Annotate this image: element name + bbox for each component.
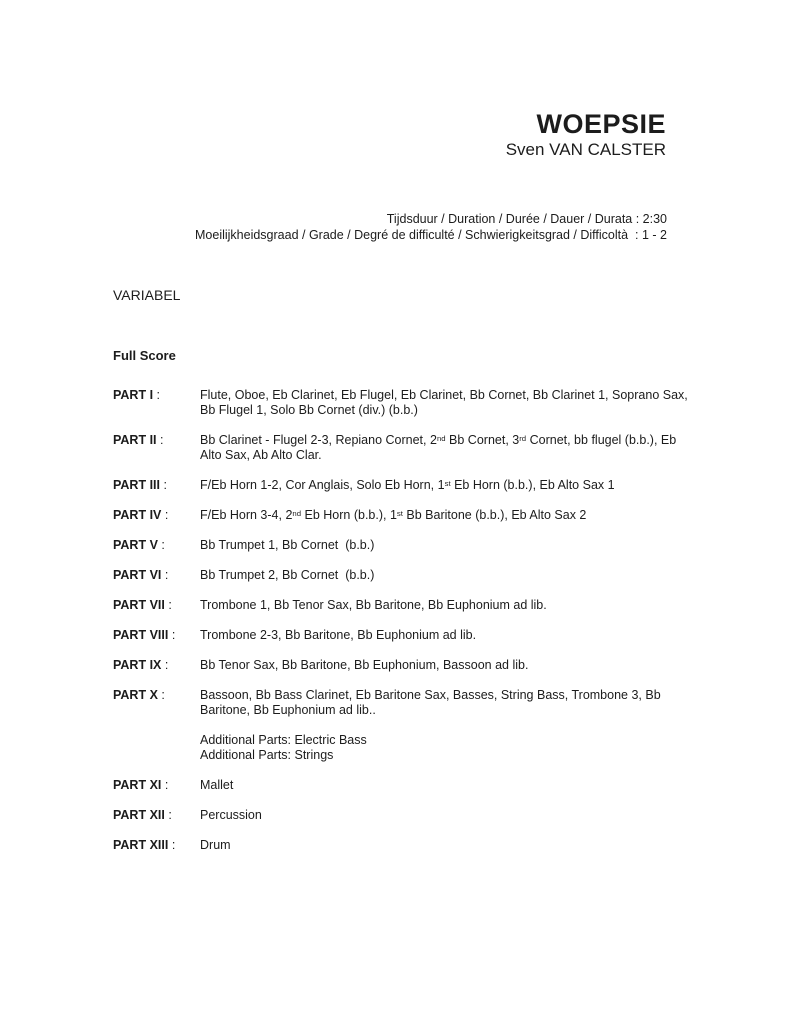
part-row-12	[113, 808, 713, 823]
part-instruments-line: Bassoon, Bb Bass Clarinet, Eb Baritone Sax, Basses, String Bass, Trombone 3, Bb	[200, 688, 661, 702]
part-instruments-line: Trombone 2-3, Bb Baritone, Bb Euphonium ad lib.	[200, 628, 477, 642]
part-row-6	[113, 568, 713, 583]
part-row-7	[113, 598, 713, 613]
part-label	[113, 838, 200, 853]
part-label	[113, 568, 200, 583]
part-instruments	[200, 508, 713, 523]
part-label	[113, 808, 200, 823]
part-row-1	[113, 388, 713, 418]
part-instruments-line: Bb Flugel 1, Solo Bb Cornet (div.) (b.b.)	[200, 403, 418, 417]
part-row-8	[113, 628, 713, 643]
part-label	[113, 478, 200, 493]
part-instruments-line: Bb Clarinet - Flugel 2-3, Repiano Cornet, 2nd Bb Cornet, 3rd Cornet, bb flugel (b.b.), Eb	[200, 433, 677, 447]
parts-list	[113, 388, 713, 868]
part-row-10	[113, 688, 713, 718]
part-label-text: PART I	[113, 388, 154, 402]
part-label-colon: :	[168, 838, 176, 852]
part-instruments	[200, 433, 713, 463]
part-label-text: PART XII	[113, 808, 165, 822]
part-instruments	[200, 658, 713, 673]
part-instruments	[200, 598, 713, 613]
part-label-text: PART X	[113, 688, 158, 702]
part-label-colon: :	[164, 808, 172, 822]
part-row-11	[113, 778, 713, 793]
part-instruments-line: Bb Trumpet 2, Bb Cornet (b.b.)	[200, 568, 375, 582]
edition-label: VARIABEL	[113, 287, 181, 303]
part-row-3	[113, 478, 713, 493]
part-label-colon: :	[164, 598, 172, 612]
part-label	[113, 598, 200, 613]
part-label-colon: :	[157, 688, 165, 702]
part-row-9	[113, 658, 713, 673]
part-label-text: PART VI	[113, 568, 162, 582]
part-row-13	[113, 838, 713, 853]
grade-line: Moeilijkheidsgraad / Grade / Degré de difficulté / Schwierigkeitsgrad / Difficoltà : 1 - 2	[195, 228, 667, 242]
part-label	[113, 658, 200, 673]
part-instruments-line: Trombone 1, Bb Tenor Sax, Bb Baritone, Bb Euphonium ad lib.	[200, 598, 547, 612]
part-label-colon: :	[157, 538, 165, 552]
part-label-colon: :	[160, 478, 167, 492]
part-label	[113, 388, 200, 403]
part-label	[113, 688, 200, 703]
part-instruments-line: Drum	[200, 838, 231, 852]
part-label	[113, 433, 200, 448]
part-label-text: PART XIII	[113, 838, 169, 852]
part-label-colon: :	[161, 508, 169, 522]
part-label-text: PART III	[113, 478, 160, 492]
part-row-4	[113, 508, 713, 523]
part-instruments	[200, 688, 713, 718]
part-label-colon: :	[161, 658, 169, 672]
part-instruments	[200, 568, 713, 583]
part-label-colon: :	[161, 778, 169, 792]
part-label	[113, 628, 200, 643]
part-instruments	[200, 538, 713, 553]
part-instruments	[200, 838, 713, 853]
part-instruments-line: Mallet	[200, 778, 234, 792]
meta-block	[195, 211, 667, 243]
composer-name: Sven VAN CALSTER	[505, 140, 666, 159]
part-label-text: PART IV	[113, 508, 162, 522]
part-label-colon: :	[168, 628, 176, 642]
full-score-label: Full Score	[113, 348, 176, 363]
part-label	[113, 538, 200, 553]
part-label-text: PART VII	[113, 598, 165, 612]
part-instruments	[200, 628, 713, 643]
part-label	[113, 778, 200, 793]
part-instruments-line: F/Eb Horn 3-4, 2nd Eb Horn (b.b.), 1st Bb Baritone (b.b.), Eb Alto Sax 2	[200, 508, 587, 522]
part-instruments-line: Bb Tenor Sax, Bb Baritone, Bb Euphonium, Bassoon ad lib.	[200, 658, 529, 672]
title-block	[506, 110, 666, 159]
part-instruments	[200, 478, 713, 493]
part-label-text: PART XI	[113, 778, 162, 792]
part-instruments	[200, 778, 713, 793]
part-instruments-line: Bb Trumpet 1, Bb Cornet (b.b.)	[200, 538, 375, 552]
duration-line: Tijdsduur / Duration / Durée / Dauer / Durata : 2:30	[386, 212, 667, 226]
part-label-text: PART II	[113, 433, 157, 447]
part-row-2	[113, 433, 713, 463]
part-instruments-line: F/Eb Horn 1-2, Cor Anglais, Solo Eb Horn, 1st Eb Horn (b.b.), Eb Alto Sax 1	[200, 478, 615, 492]
part-instruments-line: Baritone, Bb Euphonium ad lib..	[200, 703, 376, 717]
part-label-colon: :	[161, 568, 169, 582]
part-label-colon: :	[156, 433, 164, 447]
additional-parts	[200, 733, 713, 763]
part-instruments	[200, 388, 713, 418]
part-label-text: PART V	[113, 538, 158, 552]
additional-parts-line: Additional Parts: Strings	[200, 748, 334, 762]
part-row-5	[113, 538, 713, 553]
part-label	[113, 508, 200, 523]
part-instruments-line: Flute, Oboe, Eb Clarinet, Eb Flugel, Eb Clarinet, Bb Cornet, Bb Clarinet 1, Soprano Sax,	[200, 388, 688, 402]
additional-parts-row	[113, 733, 713, 763]
part-label-text: PART VIII	[113, 628, 169, 642]
part-label-colon: :	[153, 388, 160, 402]
part-instruments	[200, 808, 713, 823]
part-instruments-line: Alto Sax, Ab Alto Clar.	[200, 448, 322, 462]
page-title: WOEPSIE	[536, 109, 666, 139]
part-label-text: PART IX	[113, 658, 162, 672]
part-instruments-line: Percussion	[200, 808, 262, 822]
additional-parts-line: Additional Parts: Electric Bass	[200, 733, 367, 747]
